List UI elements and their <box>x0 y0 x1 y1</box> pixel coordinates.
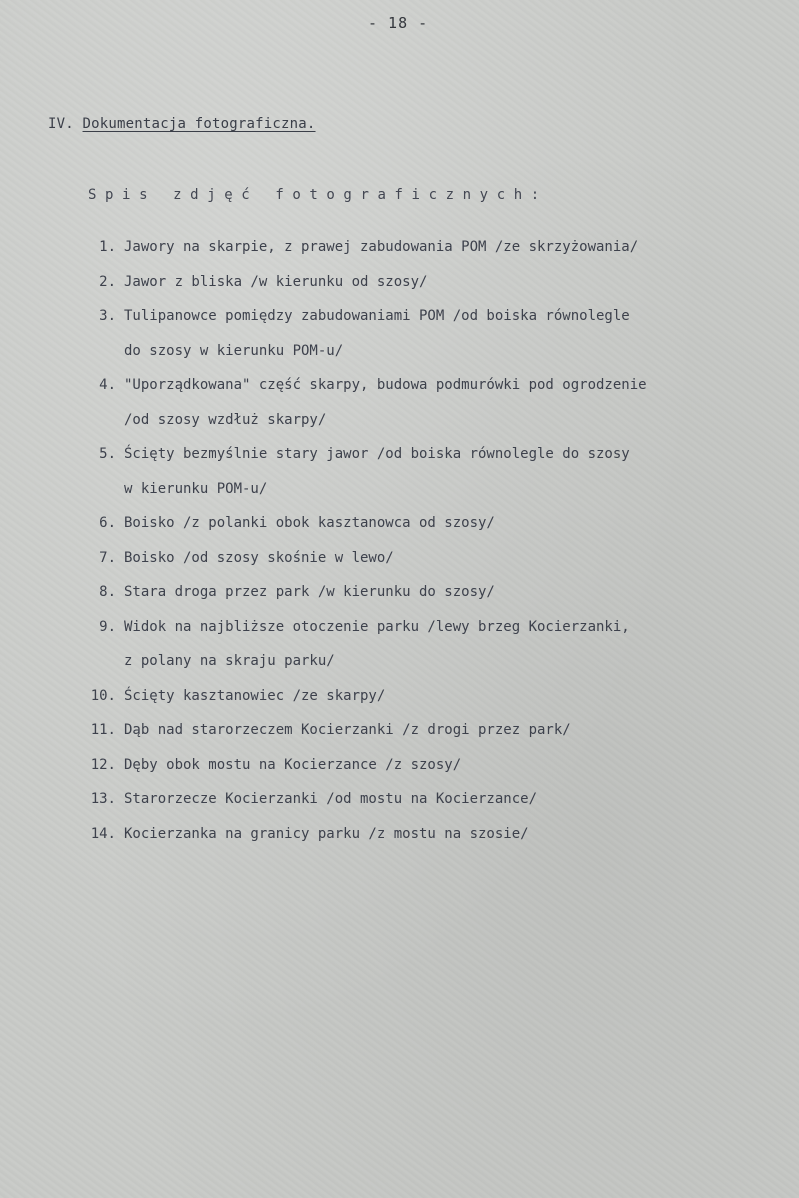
item-text-line: Jawory na skarpie, z prawej zabudowania POM /ze skrzyżowania/ <box>124 239 639 255</box>
item-text <box>124 506 495 541</box>
list-item <box>60 299 750 368</box>
list-item <box>60 575 750 610</box>
item-text-line: do szosy w kierunku POM-u/ <box>124 342 344 359</box>
list-item <box>60 506 750 541</box>
item-text <box>124 679 385 714</box>
item-text <box>124 299 630 368</box>
item-number: 14. <box>90 825 116 842</box>
list-item <box>60 541 750 576</box>
item-text-line: Boisko /od szosy skośnie w lewo/ <box>124 549 394 566</box>
list-item <box>60 610 750 679</box>
item-number: 9. <box>99 618 116 635</box>
section-numeral: IV. <box>48 116 74 132</box>
item-text <box>124 748 461 783</box>
item-number: 2. <box>99 273 116 290</box>
item-number: 5. <box>99 446 116 462</box>
item-text-line: Ścięty bezmyślnie stary jawor /od boiska równolegle do szosy <box>124 446 630 462</box>
list-item <box>60 748 750 783</box>
list-item <box>60 437 750 506</box>
item-text-line: "Uporządkowana" część skarpy, budowa podmurówki pod ogrodzenie <box>124 377 647 393</box>
item-text <box>124 265 427 300</box>
page-number: - 18 - <box>368 14 429 32</box>
list-item <box>60 817 750 852</box>
item-number: 10. <box>90 687 116 704</box>
item-text-line: Ścięty kasztanowiec /ze skarpy/ <box>124 687 386 704</box>
list-item <box>60 679 750 714</box>
item-text-line: z polany na skraju parku/ <box>124 653 335 669</box>
item-text <box>124 610 630 679</box>
photo-list <box>60 230 750 851</box>
item-number: 12. <box>90 756 116 773</box>
item-text-line: Boisko /z polanki obok kasztanowca od szosy/ <box>124 515 495 531</box>
item-text-line: w kierunku POM-u/ <box>124 480 268 497</box>
photo-list-heading: Spis zdjęć fotograficznych: <box>88 187 548 203</box>
item-text-line: Widok na najbliższe otoczenie parku /lewy brzeg Kocierzanki, <box>124 618 630 635</box>
item-number: 13. <box>90 791 116 807</box>
list-item <box>60 713 750 748</box>
item-text <box>124 782 537 817</box>
item-number: 1. <box>99 239 116 255</box>
item-text <box>124 713 571 748</box>
item-text-line: Stara droga przez park /w kierunku do szosy/ <box>124 584 495 600</box>
list-item <box>60 782 750 817</box>
item-text-line: Tulipanowce pomiędzy zabudowaniami POM /od boiska równolegle <box>124 308 630 324</box>
item-text <box>124 437 630 506</box>
item-text-line: Starorzecze Kocierzanki /od mostu na Kocierzance/ <box>124 791 538 807</box>
item-text <box>124 541 394 576</box>
item-text-line: Jawor z bliska /w kierunku od szosy/ <box>124 273 428 290</box>
item-number: 3. <box>99 308 116 324</box>
item-text <box>124 817 529 852</box>
item-text <box>124 230 638 265</box>
list-item <box>60 265 750 300</box>
item-text <box>124 575 495 610</box>
item-number: 6. <box>99 515 116 531</box>
item-text-line: Dęby obok mostu na Kocierzance /z szosy/ <box>124 756 462 773</box>
item-number: 8. <box>99 584 116 600</box>
item-number: 7. <box>99 549 116 566</box>
item-text-line: Kocierzanka na granicy parku /z mostu na szosie/ <box>124 825 529 842</box>
item-text-line: /od szosy wzdłuż skarpy/ <box>124 411 327 428</box>
item-text <box>124 368 647 437</box>
item-number: 11. <box>90 722 116 738</box>
item-number: 4. <box>99 377 116 393</box>
section-heading <box>48 116 316 132</box>
list-item <box>60 230 750 265</box>
item-text-line: Dąb nad starorzeczem Kocierzanki /z drogi przez park/ <box>124 722 571 738</box>
list-item <box>60 368 750 437</box>
section-title: Dokumentacja fotograficzna. <box>82 116 316 132</box>
